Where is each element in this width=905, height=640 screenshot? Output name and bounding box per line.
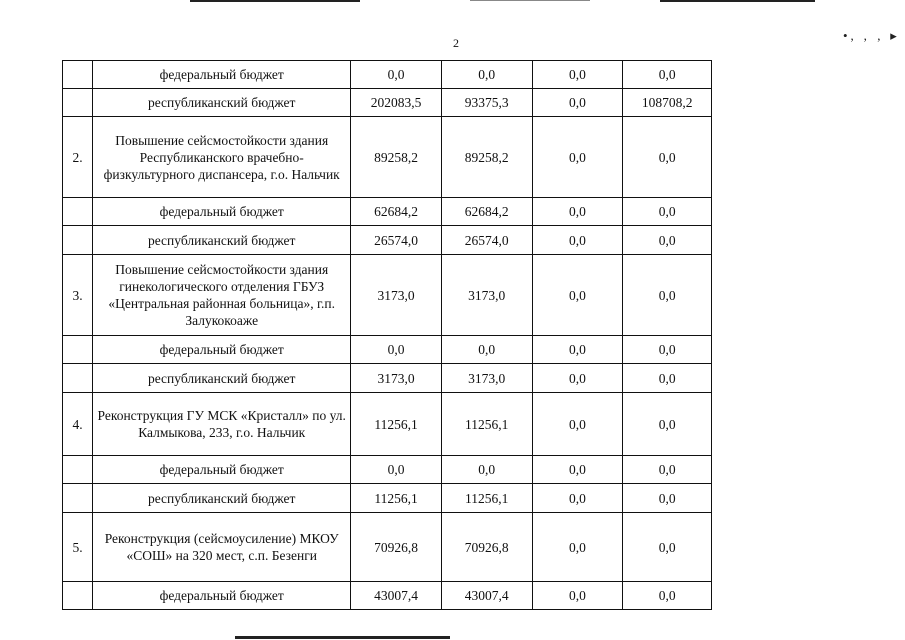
value-total: 26574,0 <box>351 226 442 255</box>
row-index <box>63 336 93 364</box>
value-total: 62684,2 <box>351 198 442 226</box>
scan-artifact-bottom <box>235 636 450 639</box>
value-total: 0,0 <box>351 456 442 484</box>
row-name: Повышение сейсмостойкости здания Республиканского врачебно-физкультурного диспансера, г.о. Нальчик <box>93 117 351 198</box>
value-total: 11256,1 <box>351 393 442 456</box>
row-name: республиканский бюджет <box>93 89 351 117</box>
table-row <box>63 364 712 393</box>
value-total: 0,0 <box>351 336 442 364</box>
table-row <box>63 393 712 456</box>
value-4: 0,0 <box>623 226 712 255</box>
value-2: 0,0 <box>441 456 532 484</box>
row-index <box>63 89 93 117</box>
row-name: федеральный бюджет <box>93 456 351 484</box>
value-4: 0,0 <box>623 484 712 513</box>
value-3: 0,0 <box>532 364 623 393</box>
value-3: 0,0 <box>532 61 623 89</box>
scan-artifact-top-right <box>660 0 815 2</box>
row-index <box>63 226 93 255</box>
value-3: 0,0 <box>532 198 623 226</box>
value-4: 0,0 <box>623 336 712 364</box>
row-name: республиканский бюджет <box>93 364 351 393</box>
table-row <box>63 336 712 364</box>
row-name: Реконструкция ГУ МСК «Кристалл» по ул. Калмыкова, 233, г.о. Нальчик <box>93 393 351 456</box>
value-4: 0,0 <box>623 255 712 336</box>
row-name: республиканский бюджет <box>93 484 351 513</box>
value-4: 0,0 <box>623 393 712 456</box>
row-index <box>63 198 93 226</box>
value-2: 70926,8 <box>441 513 532 582</box>
value-3: 0,0 <box>532 513 623 582</box>
row-index <box>63 456 93 484</box>
value-4: 108708,2 <box>623 89 712 117</box>
value-4: 0,0 <box>623 456 712 484</box>
value-3: 0,0 <box>532 393 623 456</box>
value-4: 0,0 <box>623 582 712 610</box>
table-row <box>63 456 712 484</box>
value-2: 3173,0 <box>441 364 532 393</box>
value-total: 43007,4 <box>351 582 442 610</box>
table-row <box>63 513 712 582</box>
value-2: 93375,3 <box>441 89 532 117</box>
value-3: 0,0 <box>532 255 623 336</box>
value-2: 11256,1 <box>441 393 532 456</box>
value-2: 0,0 <box>441 61 532 89</box>
row-name: федеральный бюджет <box>93 198 351 226</box>
row-name: республиканский бюджет <box>93 226 351 255</box>
budget-table <box>62 60 712 610</box>
value-3: 0,0 <box>532 484 623 513</box>
value-3: 0,0 <box>532 582 623 610</box>
scan-artifact-top-left <box>190 0 360 2</box>
value-3: 0,0 <box>532 456 623 484</box>
value-total: 0,0 <box>351 61 442 89</box>
value-total: 202083,5 <box>351 89 442 117</box>
table-row <box>63 255 712 336</box>
row-index: 2. <box>63 117 93 198</box>
table-row <box>63 117 712 198</box>
value-4: 0,0 <box>623 513 712 582</box>
value-2: 11256,1 <box>441 484 532 513</box>
row-name: Повышение сейсмостойкости здания гинекологического отделения ГБУЗ «Центральная районная больница», г.п. Залукокоаже <box>93 255 351 336</box>
page-number: 2 <box>453 36 459 50</box>
row-index <box>63 364 93 393</box>
value-total: 3173,0 <box>351 364 442 393</box>
row-index <box>63 484 93 513</box>
value-2: 62684,2 <box>441 198 532 226</box>
row-index <box>63 582 93 610</box>
value-3: 0,0 <box>532 117 623 198</box>
value-4: 0,0 <box>623 117 712 198</box>
value-3: 0,0 <box>532 226 623 255</box>
row-name: Реконструкция (сейсмоусиление) МКОУ «СОШ» на 320 мест, с.п. Безенги <box>93 513 351 582</box>
table-row <box>63 198 712 226</box>
table-row <box>63 89 712 117</box>
row-name: федеральный бюджет <box>93 336 351 364</box>
row-index: 3. <box>63 255 93 336</box>
row-index <box>63 61 93 89</box>
row-name: федеральный бюджет <box>93 61 351 89</box>
value-total: 89258,2 <box>351 117 442 198</box>
value-4: 0,0 <box>623 364 712 393</box>
corner-mark: •, ‚ ‚ ▸ <box>843 28 900 43</box>
value-2: 89258,2 <box>441 117 532 198</box>
row-name: федеральный бюджет <box>93 582 351 610</box>
value-2: 43007,4 <box>441 582 532 610</box>
row-index: 5. <box>63 513 93 582</box>
table-row <box>63 582 712 610</box>
scan-artifact-top-mid <box>470 0 590 1</box>
value-3: 0,0 <box>532 336 623 364</box>
table-row <box>63 484 712 513</box>
value-total: 3173,0 <box>351 255 442 336</box>
value-2: 0,0 <box>441 336 532 364</box>
value-2: 3173,0 <box>441 255 532 336</box>
value-3: 0,0 <box>532 89 623 117</box>
value-total: 70926,8 <box>351 513 442 582</box>
table-row <box>63 226 712 255</box>
value-2: 26574,0 <box>441 226 532 255</box>
value-4: 0,0 <box>623 61 712 89</box>
row-index: 4. <box>63 393 93 456</box>
value-4: 0,0 <box>623 198 712 226</box>
table-row <box>63 61 712 89</box>
value-total: 11256,1 <box>351 484 442 513</box>
